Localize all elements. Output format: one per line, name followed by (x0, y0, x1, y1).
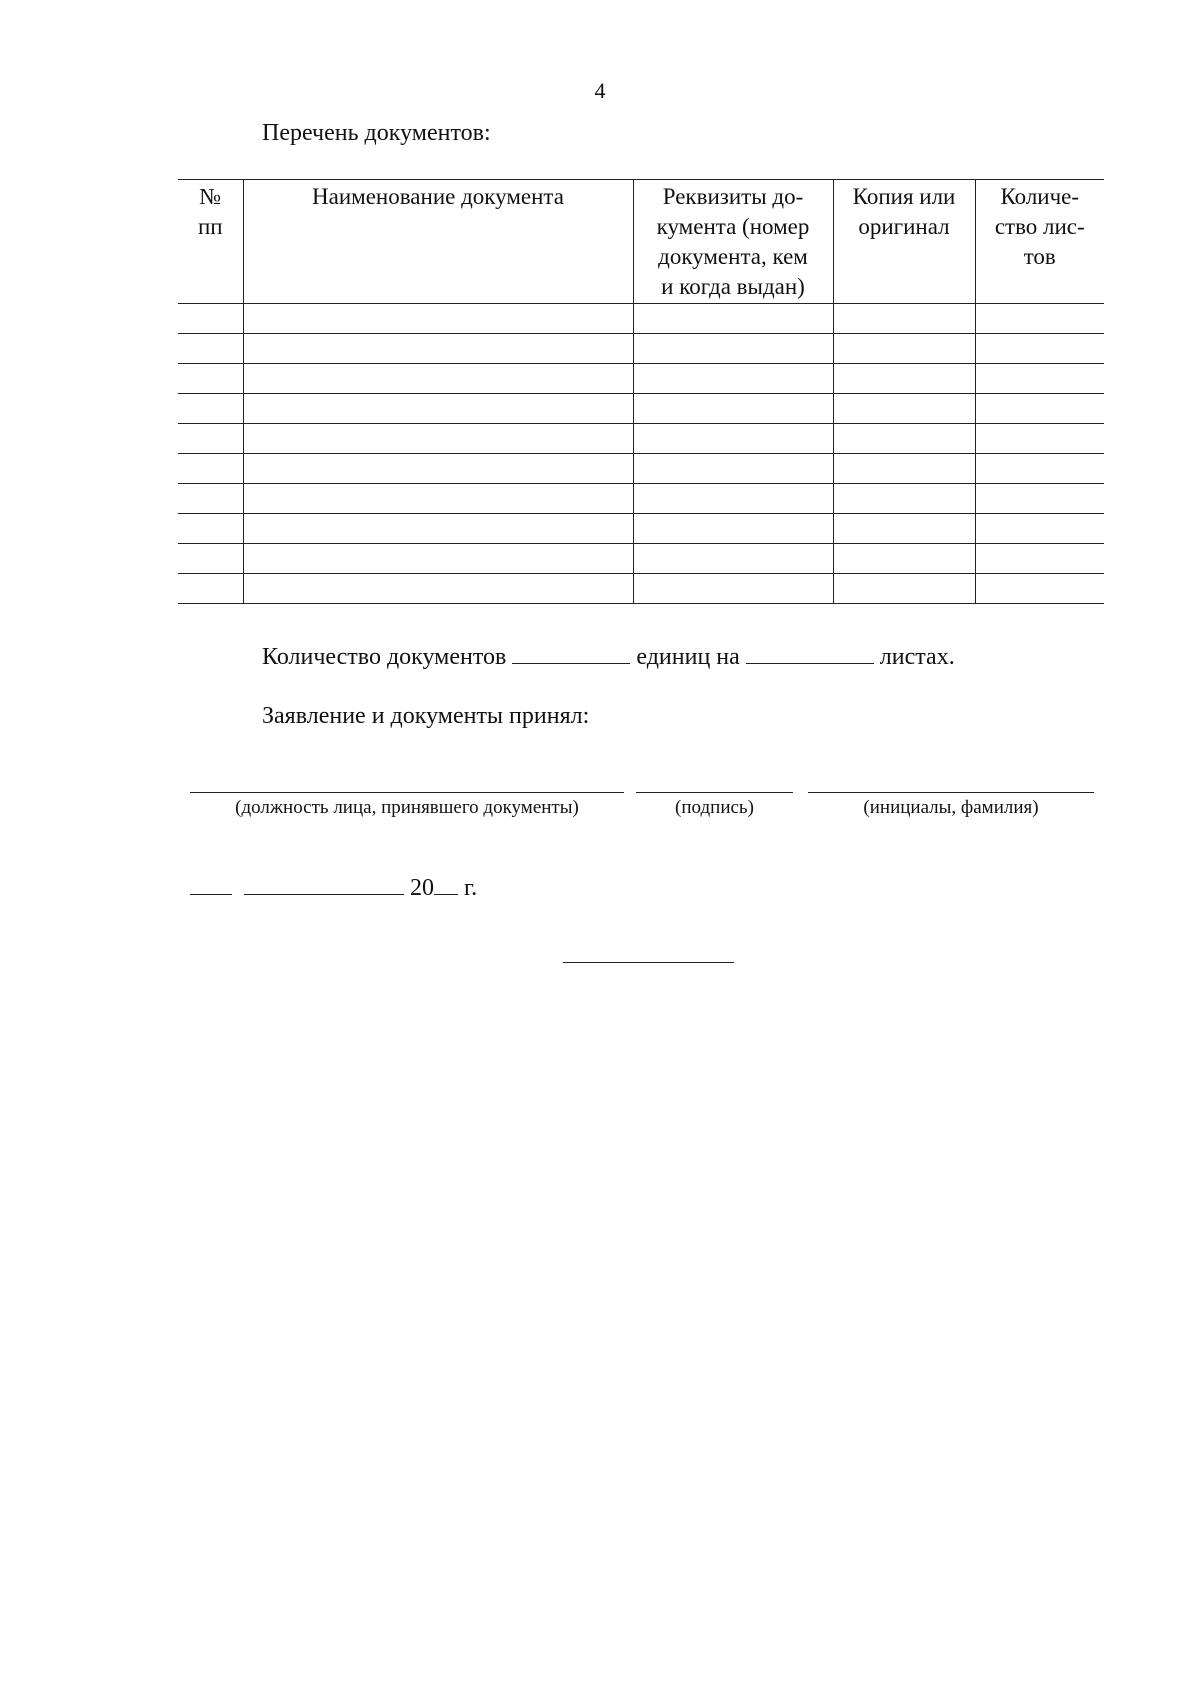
table-row (178, 484, 1104, 514)
header-line: оригинал (858, 214, 950, 239)
table-cell[interactable] (178, 514, 243, 544)
table-cell[interactable] (633, 364, 833, 394)
position-caption: (должность лица, принявшего документы) (235, 797, 579, 818)
table-cell[interactable] (833, 574, 975, 604)
table-cell[interactable] (633, 574, 833, 604)
table-body (178, 304, 1104, 604)
table-cell[interactable] (633, 304, 833, 334)
name-caption: (инициалы, фамилия) (863, 797, 1039, 818)
header-line: и когда выдан) (661, 274, 805, 299)
table-cell[interactable] (633, 484, 833, 514)
table-cell[interactable] (833, 544, 975, 574)
table-cell[interactable] (975, 364, 1104, 394)
header-line: ство лис- (994, 214, 1085, 239)
date-line (190, 875, 477, 902)
table-cell[interactable] (833, 514, 975, 544)
column-header-document-name (243, 180, 633, 304)
table-row (178, 424, 1104, 454)
table-cell[interactable] (178, 394, 243, 424)
table-cell[interactable] (633, 394, 833, 424)
header-line: Копия или (852, 184, 956, 209)
units-count-blank[interactable] (512, 662, 630, 664)
table-cell[interactable] (178, 334, 243, 364)
year-suffix: г. (464, 875, 478, 901)
table-cell[interactable] (833, 484, 975, 514)
table-cell[interactable] (633, 424, 833, 454)
documents-table (178, 179, 1104, 604)
table-cell[interactable] (975, 394, 1104, 424)
table-cell[interactable] (243, 514, 633, 544)
month-blank[interactable] (244, 893, 404, 895)
year-prefix: 20 (410, 875, 434, 901)
header-line: кумента (номер (656, 214, 810, 239)
documents-count-line (262, 644, 955, 671)
table-cell[interactable] (243, 454, 633, 484)
table-row (178, 574, 1104, 604)
table-cell[interactable] (243, 334, 633, 364)
table-row (178, 454, 1104, 484)
table-cell[interactable] (243, 304, 633, 334)
table-cell[interactable] (975, 574, 1104, 604)
table-cell[interactable] (178, 454, 243, 484)
signature-line[interactable] (636, 792, 793, 793)
table-row (178, 514, 1104, 544)
table-cell[interactable] (975, 424, 1104, 454)
day-blank[interactable] (190, 893, 232, 895)
count-middle: единиц на (636, 644, 740, 670)
column-header-copy-or-original (833, 180, 975, 304)
table-cell[interactable] (243, 484, 633, 514)
table-cell[interactable] (178, 484, 243, 514)
table-row (178, 544, 1104, 574)
table-cell[interactable] (243, 394, 633, 424)
table-row (178, 364, 1104, 394)
table-cell[interactable] (243, 544, 633, 574)
header-line: Реквизиты до- (662, 184, 804, 209)
header-line: тов (1023, 244, 1056, 269)
header-line: документа, кем (658, 244, 808, 269)
documents-list-title: Перечень документов: (262, 120, 491, 146)
table-cell[interactable] (243, 364, 633, 394)
column-header-sheet-count (975, 180, 1104, 304)
table-cell[interactable] (178, 424, 243, 454)
table-cell[interactable] (833, 304, 975, 334)
signature-caption: (подпись) (675, 797, 754, 818)
table-header-row (178, 180, 1104, 304)
table-cell[interactable] (833, 394, 975, 424)
table-cell[interactable] (833, 454, 975, 484)
table-cell[interactable] (178, 304, 243, 334)
column-header-document-details (633, 180, 833, 304)
table-cell[interactable] (633, 544, 833, 574)
table-row (178, 304, 1104, 334)
table-cell[interactable] (833, 334, 975, 364)
table-row (178, 334, 1104, 364)
table-cell[interactable] (833, 424, 975, 454)
year-blank[interactable] (434, 893, 458, 895)
table-cell[interactable] (178, 544, 243, 574)
accepted-by-label: Заявление и документы принял: (262, 703, 590, 729)
table-cell[interactable] (633, 334, 833, 364)
count-suffix: листах. (879, 644, 955, 670)
table-cell[interactable] (975, 334, 1104, 364)
position-signature-line[interactable] (190, 792, 624, 793)
sheets-count-blank[interactable] (746, 662, 874, 664)
header-line: Количе- (1000, 184, 1080, 209)
count-prefix: Количество документов (262, 644, 507, 670)
table-cell[interactable] (975, 514, 1104, 544)
table-cell[interactable] (633, 454, 833, 484)
header-line: Наименование документа (312, 184, 564, 209)
header-line: № (199, 184, 222, 209)
table-row (178, 394, 1104, 424)
table-cell[interactable] (975, 454, 1104, 484)
column-header-number (178, 180, 243, 304)
table-cell[interactable] (975, 544, 1104, 574)
table-cell[interactable] (243, 574, 633, 604)
table-cell[interactable] (243, 424, 633, 454)
table-cell[interactable] (633, 514, 833, 544)
name-signature-line[interactable] (808, 792, 1094, 793)
table-cell[interactable] (975, 484, 1104, 514)
table-cell[interactable] (178, 574, 243, 604)
page-number: 4 (594, 78, 606, 103)
table-cell[interactable] (178, 364, 243, 394)
header-line: пп (197, 214, 223, 239)
table-cell[interactable] (833, 364, 975, 394)
end-divider (563, 962, 734, 963)
table-cell[interactable] (975, 304, 1104, 334)
